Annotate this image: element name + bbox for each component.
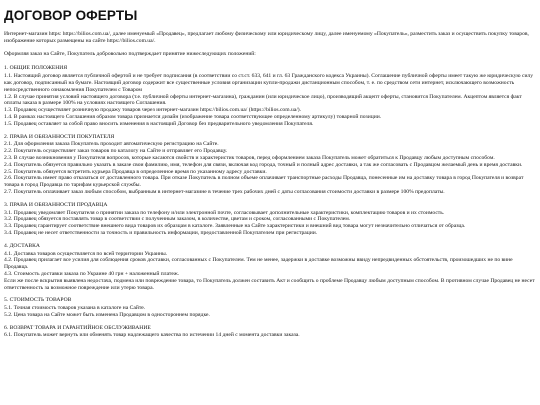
clause: 2.7. Покупатель оплачивает заказ любым способом, выбранным в интернет-магазине в течение трех рабочих дней с даты согласования стоимости доставки в размере 100% предоплаты. [4, 188, 445, 195]
section-title: 1. ОБЩИЕ ПОЛОЖЕНИЯ [4, 65, 68, 72]
section-title: 5. СТОИМОСТЬ ТОВАРОВ [4, 297, 72, 304]
clause: 1.3. Продавец осуществляет розничную продажу товаров через интернет-магазин https://bilios.com.ua/ (https://bilios.com.ua/). [4, 107, 302, 114]
section-prices [4, 297, 536, 318]
clause: 1.4. В рамках настоящего Соглашения образом товара признается дизайн (изображение товара соответствующее определенному артикулу) товарной позиции. [4, 113, 382, 120]
section-delivery [4, 243, 536, 292]
clause: 2.2. Покупатель осуществляет заказ товаров по каталогу на Сайте и отправляет его Продавцу. [4, 148, 228, 155]
clause: 3.2. Продавец обязуется поставлять товар в соответствии с полученным заказом, в количестве, цветам и сроком, согласованными с Покупателем. [4, 216, 351, 223]
section-title: 2. ПРАВА И ОБЯЗАННОСТИ ПОКУПАТЕЛЯ [4, 133, 115, 140]
section-buyer-rights [4, 134, 536, 196]
clause: 5.1. Точная стоимость товаров указана в каталоге на Сайте. [4, 305, 146, 312]
clause: 4.1. Доставка товаров осуществляется по всей территории Украины. [4, 250, 168, 257]
clause: 3.3. Продавец гарантирует соответствие внешнего вида товаров их образцам в каталоге. Заявленные на Сайте характеристики и внешний вид товара могут незначительно отличаться от образца. [4, 223, 466, 230]
section-title: 4. ДОСТАВКА [4, 242, 40, 249]
clause: 3.4. Продавец не несет ответственности за точность и правильность информации, предоставленной Покупателем при регистрации. [4, 229, 318, 236]
clause: 1.1. Настоящий договор является публичной офертой и не требует подписания (в соответствии со ст.ст. 633, 641 и гл. 63 Гражданского кодекса Украины). Соглашение публичной оферты имеет такую же юридическую силу как договор, подписанный на бумаге. Настоящий договор содержит все существенные условия организации купли-продажи дистанционным способом, т. е. по средством сети интернет, исключающего возможность непосредственного ознакомления Покупателем с Товаром [4, 73, 534, 93]
intro-paragraph: Интернет-магазин https: https://bilios.com.ua/, далее именуемый «Продавец», предлагает любому физическому или юридическому лицу, далее именуемому «Покупатель», разместить заказ и осуществить покупку товаров, изображение которых размещены на сайте https://bilios.com.ua/. [4, 31, 529, 44]
lead-paragraph: Оформляя заказ на Сайте, Покупатель добровольно подтверждает принятие нижеследующих положений: [4, 50, 256, 57]
section-returns [4, 325, 536, 340]
clause: 4.2. Продавец прилагает все усилия для соблюдения сроков доставки, согласованных с Покупателем. Тем не менее, задержки в доставке возможны ввиду непредвиденных обстоятельств, произошедших не по вине Продавца. [4, 257, 513, 271]
clause: 1.5. Продавец оставляет за собой право вносить изменения в настоящий Договор без предварительного уведомления Покупателя. [4, 120, 314, 127]
clause: 2.5. Покупатель обязуется встретить курьера Продавца в определенное время по указанному адресу доставки. [4, 168, 267, 175]
section-seller-rights [4, 202, 536, 237]
clause: 2.3. В случае возникновения у Покупателя вопросов, которые касаются свойств и характеристик товаров, перед оформлением заказа Покупатель может обратиться к Продавцу любым доступным способом. [4, 154, 495, 161]
clause: 1.2. В случае принятия условий настоящего договора (т.е. публичной оферты интернет-магазина), гражданин (или юридическое лицо), производящий акцепт оферты, становится Покупателем. Акцептом является факт оплаты заказа в размере 100% на условиях настоящего Соглашения. [4, 93, 522, 107]
clause: 3.1. Продавец уведомляет Покупателя о принятии заказа по телефону и/или электронной почте, согласовывает дополнительные характеристики, комплектацию товаров и их стоимость. [4, 209, 445, 216]
clause: Если же после вскрытия выявлена недостача, подмена или повреждение товара, то Покупатель должен составить Акт и сообщить о проблеме Продавцу любым доступным способом. В противном случае Продавец не несет ответственность за возможное повреждение или утерю товара. [4, 277, 535, 291]
clause: 4.3. Стоимость доставки заказа по Украине 40 грн + наложенный платеж. [4, 270, 180, 277]
clause: 2.4. Покупатель обязуется правильно указать в заказе свои фамилию, имя, телефон для связи, включая код города, точный и полный адрес доставки, а так же согласовать с Продавцом желаемый день и время доставки. [4, 161, 523, 168]
section-title: 6. ВОЗВРАТ ТОВАРА И ГАРАНТИЙНОЕ ОБСЛУЖИВАНИЕ [4, 324, 151, 331]
clause: 2.1. Для оформления заказа Покупатель проходит автоматическую регистрацию на Сайте. [4, 141, 219, 148]
clause: 5.2. Цена товара на Сайте может быть изменена Продавцом в одностороннем порядке. [4, 311, 210, 318]
section-general [4, 65, 536, 127]
page-title: ДОГОВОР ОФЕРТЫ [4, 8, 138, 23]
section-title: 3. ПРАВА И ОБЯЗАННОСТИ ПРОДАВЦА [4, 201, 108, 208]
clause: 6.1. Покупатель может вернуть или обменять товар надлежащего качества по истечении 14 дней с момента доставки заказа. [4, 332, 300, 339]
clause: 2.6. Покупатель имеет право отказаться от доставленного товара. При отказе Покупатель в полном объеме оплачивает транспортные расходы Продавца, понесенные им на доставку товара в город Покупателя и возврат товара в город Продавца по тарифам курьерской службы. [4, 175, 524, 189]
